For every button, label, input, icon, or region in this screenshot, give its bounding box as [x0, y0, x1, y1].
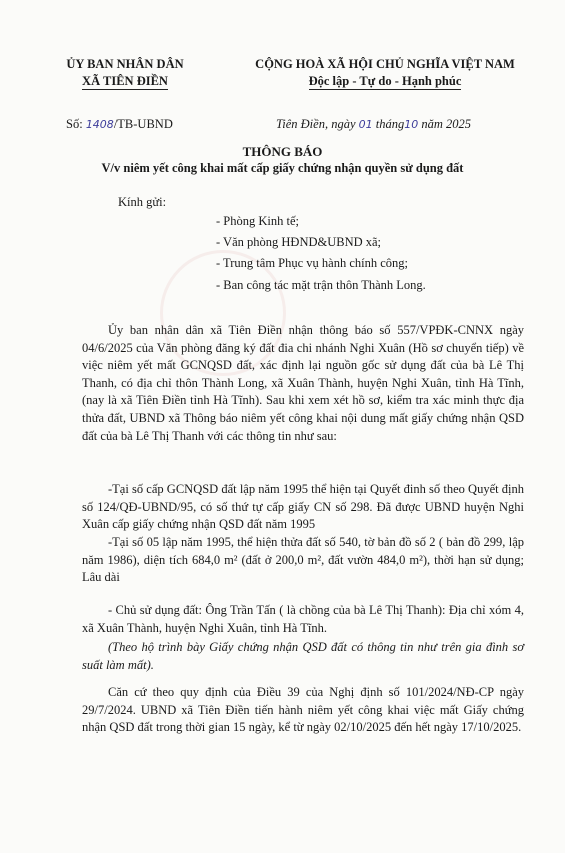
national-title: CỘNG HOÀ XÃ HỘI CHỦ NGHĨA VIỆT NAM [255, 57, 515, 71]
body-paragraph-3: -Tại số 05 lập năm 1995, thể hiện thửa đất số 540, tờ bản đồ số 2 ( bản đồ 299, lập năm 1986), diện tích 684,0 m² (đất ở 200,0 m², đất vườn 484,0 m²), thời hạn sử dụng; Lâu dài [82, 535, 524, 585]
recipient-item: - Phòng Kinh tế; [216, 214, 299, 228]
issuing-org-line2: XÃ TIÊN ĐIỀN [82, 74, 168, 88]
body-paragraph-1: Ủy ban nhân dân xã Tiên Điền nhận thông báo số 557/VPĐK-CNNX ngày 04/6/2025 của Văn phòng đăng ký đất đia chi nhánh Nghi Xuân (Hồ sơ chuyển tiếp) về việc niêm yết mất GCNQSD đất, xác định lại nguồn gốc sử dụng đất của bà Lê Thị Thanh, có địa chỉ thôn Thành Long, xã Xuân Thành, huyện Nghi Xuân, tỉnh Hà Tĩnh, (nay là xã Tiên Điền tỉnh Hà Tĩnh). Sau khi xem xét hồ sơ, kiểm tra xác minh thực địa thửa đất, UBND xã Thông báo niêm yết công khai nội dung mất giấy chứng nhận QSD đất của bà Lê Thị Thanh với các thông tin như sau: [82, 323, 524, 443]
recipient-item: - Trung tâm Phục vụ hành chính công; [216, 256, 409, 270]
body-paragraph-5: Căn cứ theo quy định của Điều 39 của Nghị định số 101/2024/NĐ-CP ngày 29/7/2024. UBND xã Tiên Điền tiến hành niêm yết công khai việc mất Giấy chứng nhận QSD đất trong thời gian 15 ngày, kể từ ngày 02/10/2025 đến hết ngày 17/10/2025. [82, 685, 524, 735]
document-subject: V/v niêm yết công khai mất cấp giấy chứng nhận quyền sử dụng đất [101, 161, 464, 175]
body-paragraph-2: -Tại số cấp GCNQSD đất lập năm 1995 thể hiện tại Quyết đinh số theo Quyết định số 124/QĐ-UBND/95, có số thứ tự cấp giấy CN số 298. Đã được UBND huyện Nghi Xuân cấp giấy chứng nhận QSD đất năm 1995 [82, 482, 524, 532]
body-paragraph-note: (Theo hộ trình bày Giấy chứng nhận QSD đất có thông tin như trên gia đình sơ suất làm mất). [82, 640, 524, 672]
document-title: THÔNG BÁO [242, 144, 323, 159]
issuing-org-line1: ỦY BAN NHÂN DÂN [66, 57, 184, 71]
recipients-label: Kính gửi: [118, 195, 167, 209]
document-number: Số: 1408/TB-UBND [66, 117, 173, 131]
handwritten-number: 1408 [85, 118, 114, 131]
issue-date: Tiên Điền, ngày 01 tháng10 năm 2025 [276, 117, 472, 131]
recipient-item: - Văn phòng HĐND&UBND xã; [216, 235, 382, 249]
body-paragraph-4: - Chủ sử dụng đất: Ông Trần Tấn ( là chồng của bà Lê Thị Thanh): Địa chỉ xóm 4, xã Xuân Thành, huyện Nghi Xuân, tỉnh Hà Tĩnh. [82, 603, 524, 635]
national-motto: Độc lập - Tự do - Hạnh phúc [308, 74, 462, 88]
recipient-item: - Ban công tác mặt trận thôn Thành Long. [216, 278, 426, 292]
handwritten-month: 10 [404, 118, 419, 131]
handwritten-day: 01 [358, 118, 373, 131]
